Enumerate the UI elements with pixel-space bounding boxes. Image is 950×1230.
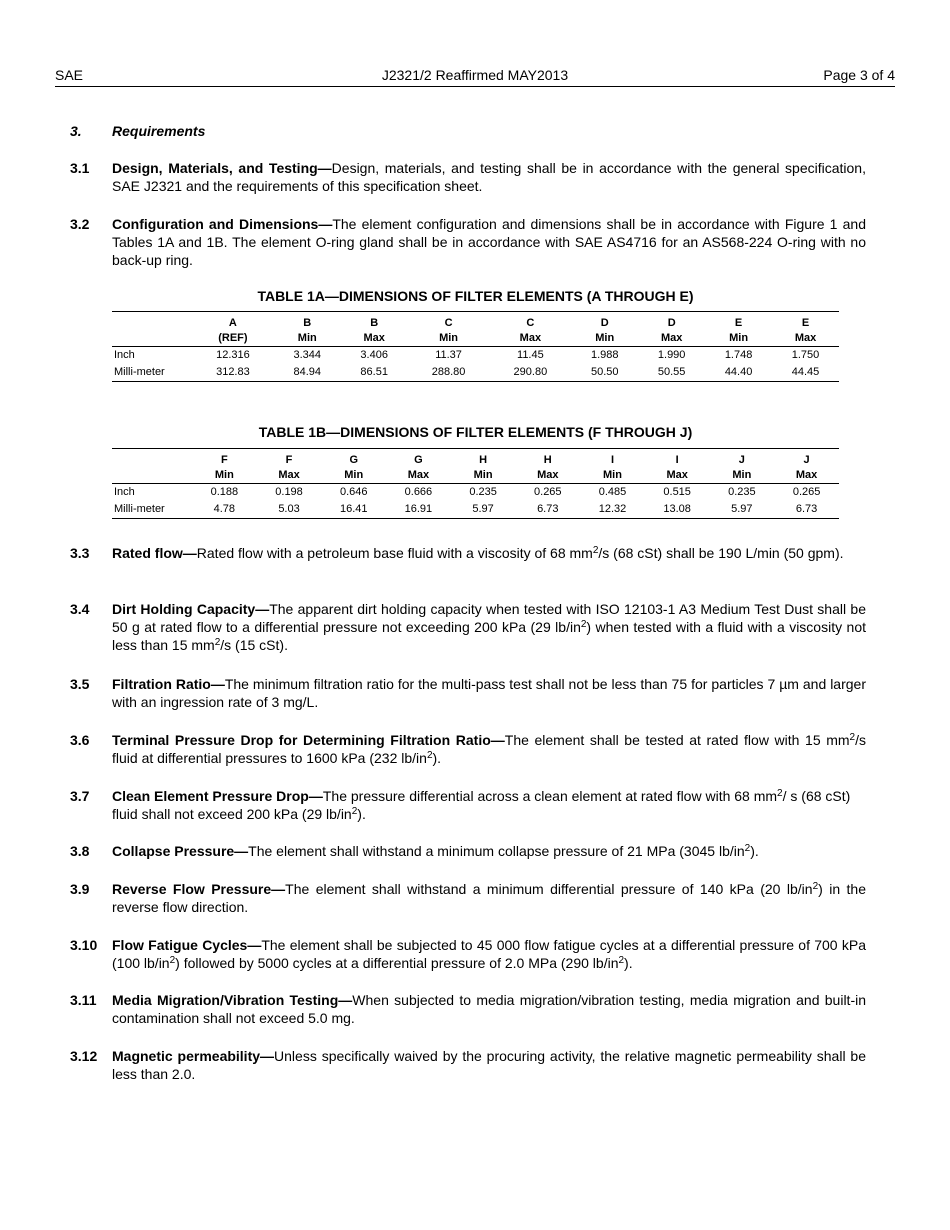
superscript: 2 [849, 732, 856, 743]
requirement-3-9 [70, 880, 866, 916]
table-header-cell: Max [645, 468, 710, 484]
superscript: 2 [777, 788, 783, 799]
requirement-number: 3.10 [70, 937, 98, 953]
requirement-number: 3.8 [70, 843, 90, 859]
row-label: Milli-meter [112, 501, 192, 519]
requirement-text: The element shall be subjected to 45 000 flow fatigue cycles at a differential pressure of 700 kPa (100 lb/in [112, 937, 866, 971]
table-header-cell: Max [772, 331, 839, 347]
requirement-title: Reverse Flow Pressure— [112, 881, 286, 897]
table-cell: 0.265 [534, 486, 562, 498]
table-header-cell: B [341, 312, 408, 332]
requirement-number: 3.1 [70, 160, 90, 176]
table-cell: 16.41 [321, 501, 386, 519]
superscript: 2 [580, 619, 587, 630]
header-page-number: Page 3 of 4 [823, 67, 895, 83]
requirement-text: When subjected to media migration/vibration testing, media migration and built-in contamination shall not exceed 5.0 mg. [112, 992, 867, 1026]
requirement-3-10 [70, 936, 866, 972]
requirement-text: Design, materials, and testing shall be in accordance with the general specification, SAE J2321 and the requirements of this specification sheet. [112, 160, 866, 194]
superscript: 2 [618, 955, 625, 966]
requirement-3-12 [70, 1047, 866, 1083]
requirement-text: / s (68 cSt) fluid shall not exceed 200 kPa (29 lb/in [112, 788, 851, 822]
requirement-number: 3.7 [70, 788, 90, 804]
table-header-cell: E [705, 312, 772, 332]
table-cell: 11.45 [517, 349, 544, 361]
table-header-corner [112, 449, 192, 469]
table-cell: 3.406 [360, 349, 388, 361]
requirement-number: 3.5 [70, 676, 90, 692]
table-cell: 5.03 [257, 501, 322, 519]
requirement-title: Media Migration/Vibration Testing— [112, 992, 353, 1008]
table-header-cell: E [772, 312, 839, 332]
requirement-3-1 [70, 159, 866, 195]
table-header-cell: (REF) [192, 331, 274, 347]
table-cell: 44.45 [772, 364, 839, 382]
table-cell: 1.750 [791, 349, 820, 361]
requirement-3-4 [70, 600, 866, 654]
table-header-cell: Min [710, 468, 775, 484]
requirement-text: ) when tested with a fluid with a viscosity not less than 15 mm [112, 619, 866, 653]
table-header-cell: Max [386, 468, 451, 484]
requirement-3-11 [70, 991, 866, 1027]
table-header-cell: D [571, 312, 638, 332]
row-label: Inch [114, 349, 135, 361]
table-cell: 288.80 [408, 364, 490, 382]
table-header-cell: Min [580, 468, 645, 484]
requirement-title: Rated flow— [112, 545, 197, 561]
table-header-cell: Max [515, 468, 580, 484]
requirement-number: 3.2 [70, 216, 90, 232]
requirement-number: 3.6 [70, 732, 90, 748]
row-label: Milli-meter [112, 364, 192, 382]
table-cell: 0.646 [339, 486, 368, 498]
requirement-title: Dirt Holding Capacity— [112, 601, 270, 617]
table-1b [112, 448, 839, 519]
table-cell: 1.990 [657, 349, 686, 361]
table-header-cell: Min [705, 331, 772, 347]
section-title: Requirements [112, 123, 206, 139]
table-cell: 6.73 [774, 501, 839, 519]
requirement-text: The element shall be tested at rated flow with 15 mm [504, 732, 850, 748]
requirement-text: ). [357, 806, 366, 822]
table-header-cell: Max [257, 468, 322, 484]
table-cell: 13.08 [645, 501, 710, 519]
superscript: 2 [812, 881, 819, 892]
requirement-text: The element configuration and dimensions shall be in accordance with Figure 1 and Tables 1A and 1B. The element O-ring gland shall be in accordance with SAE AS4716 for an AS568-224 O-ring with no back-up ring. [112, 216, 866, 268]
table-header-corner [112, 331, 192, 347]
superscript: 2 [744, 843, 751, 854]
table-header-cell: Max [489, 331, 571, 347]
table-header-cell: Min [451, 468, 516, 484]
table-cell: 312.83 [192, 364, 274, 382]
requirement-title: Configuration and Dimensions— [112, 216, 333, 232]
table-cell: 50.50 [571, 364, 638, 382]
requirement-title: Flow Fatigue Cycles— [112, 937, 262, 953]
requirement-title: Design, Materials, and Testing— [112, 160, 332, 176]
table-header-cell: F [257, 449, 322, 469]
table-header-cell: Min [321, 468, 386, 484]
row-label: Inch [114, 486, 135, 498]
table-header-corner [112, 468, 192, 484]
table-1a-title: TABLE 1A—DIMENSIONS OF FILTER ELEMENTS (A THROUGH E) [257, 288, 694, 304]
requirement-text: Rated flow with a petroleum base fluid with a viscosity of 68 mm [196, 545, 593, 561]
table-header-cell: Max [638, 331, 705, 347]
requirement-text: /s (68 cSt) shall be 190 L/min (50 gpm). [598, 545, 844, 561]
page-header [55, 66, 895, 87]
table-cell: 12.32 [580, 501, 645, 519]
table-header-cell: J [710, 449, 775, 469]
requirement-title: Clean Element Pressure Drop— [112, 788, 323, 804]
table-header-cell: I [580, 449, 645, 469]
table-cell: 0.235 [728, 486, 756, 498]
table-header-corner [112, 312, 192, 332]
requirement-text: The pressure differential across a clean element at rated flow with 68 mm [322, 788, 778, 804]
superscript: 2 [214, 637, 221, 648]
table-cell: 86.51 [341, 364, 408, 382]
table-cell: 50.55 [638, 364, 705, 382]
table-header-cell: D [638, 312, 705, 332]
table-cell: 0.666 [404, 486, 433, 498]
table-1a [112, 311, 839, 382]
superscript: 2 [426, 750, 433, 761]
table-header-cell: Min [192, 468, 257, 484]
requirement-number: 3.4 [70, 601, 90, 617]
table-cell: 0.265 [792, 486, 821, 498]
table-header-cell: I [645, 449, 710, 469]
requirement-text: Unless specifically waived by the procuring activity, the relative magnetic permeability shall be less than 2.0. [112, 1048, 866, 1082]
table-cell: 290.80 [489, 364, 571, 382]
requirement-3-8 [70, 842, 866, 860]
requirement-3-5 [70, 675, 866, 711]
table-header-cell: C [408, 312, 490, 332]
table-header-cell: Min [408, 331, 490, 347]
table-cell: 1.988 [590, 349, 619, 361]
requirement-number: 3.3 [70, 545, 90, 561]
requirement-title: Terminal Pressure Drop for Determining Filtration Ratio— [112, 732, 505, 748]
section-number: 3. [70, 123, 82, 139]
requirement-number: 3.12 [70, 1048, 98, 1064]
requirement-text: The element shall withstand a minimum collapse pressure of 21 MPa (3045 lb/in [248, 843, 745, 859]
table-cell: 12.316 [216, 349, 250, 361]
table-row [112, 364, 839, 382]
header-org: SAE [55, 67, 84, 83]
table-cell: 0.485 [598, 486, 627, 498]
table-cell: 0.515 [663, 486, 691, 498]
requirement-text: The minimum filtration ratio for the multi-pass test shall not be less than 75 for particles 7 µm and larger with an ingression rate of 3 mg/L. [112, 676, 866, 710]
table-cell: 5.97 [451, 501, 516, 519]
requirement-title: Magnetic permeability— [112, 1048, 275, 1064]
requirement-text: ) in the reverse flow direction. [112, 881, 866, 915]
table-header-cell: B [274, 312, 341, 332]
requirement-title: Collapse Pressure— [112, 843, 249, 859]
table-cell: 84.94 [274, 364, 341, 382]
requirement-text: /s fluid at differential pressures to 1600 kPa (232 lb/in [112, 732, 866, 766]
table-header-cell: G [321, 449, 386, 469]
requirement-3-7 [70, 787, 866, 823]
requirement-text: The element shall withstand a minimum differential pressure of 140 kPa (20 lb/in [285, 881, 813, 897]
section-heading [70, 122, 205, 140]
table-header-cell: F [192, 449, 257, 469]
requirement-text: The apparent dirt holding capacity when tested with ISO 12103-1 A3 Medium Test Dust shall be 50 g at rated flow to a differential pressure not exceeding 200 kPa (29 lb/in [112, 601, 866, 635]
table-cell: 16.91 [386, 501, 451, 519]
table-header-cell: Min [571, 331, 638, 347]
header-doc-id: J2321/2 Reaffirmed MAY2013 [381, 67, 569, 83]
requirement-text: ). [624, 955, 633, 971]
table-header-cell: H [451, 449, 516, 469]
requirement-3-6 [70, 731, 866, 767]
superscript: 2 [351, 806, 358, 817]
table-cell: 5.97 [710, 501, 775, 519]
table-header-cell: J [774, 449, 839, 469]
table-cell: 6.73 [515, 501, 580, 519]
table-header-cell: Min [274, 331, 341, 347]
table-cell: 0.198 [275, 486, 303, 498]
table-header-cell: G [386, 449, 451, 469]
requirement-text: /s (15 cSt). [220, 637, 288, 653]
table-cell: 0.235 [469, 486, 497, 498]
table-cell: 11.37 [435, 349, 462, 361]
table-header-cell: Max [774, 468, 839, 484]
requirement-text: ) followed by 5000 cycles at a differential pressure of 2.0 MPa (290 lb/in [175, 955, 619, 971]
requirement-title: Filtration Ratio— [112, 676, 225, 692]
requirement-text: ). [750, 843, 759, 859]
table-header-cell: Max [341, 331, 408, 347]
requirement-3-3 [70, 544, 866, 562]
table-row [112, 484, 839, 502]
requirement-number: 3.9 [70, 881, 90, 897]
table-cell: 4.78 [192, 501, 257, 519]
requirement-text: ). [432, 750, 442, 766]
table-1b-title: TABLE 1B—DIMENSIONS OF FILTER ELEMENTS (F THROUGH J) [258, 424, 693, 440]
table-header-cell: A [192, 312, 274, 332]
table-cell: 44.40 [705, 364, 772, 382]
table-row [112, 501, 839, 519]
table-cell: 1.748 [724, 349, 753, 361]
requirement-number: 3.11 [70, 992, 97, 1008]
superscript: 2 [169, 955, 176, 966]
table-header-cell: C [489, 312, 571, 332]
superscript: 2 [592, 545, 599, 556]
table-header-cell: H [515, 449, 580, 469]
table-cell: 3.344 [293, 349, 322, 361]
table-row [112, 347, 839, 365]
requirement-3-2 [70, 215, 866, 269]
table-cell: 0.188 [210, 486, 239, 498]
